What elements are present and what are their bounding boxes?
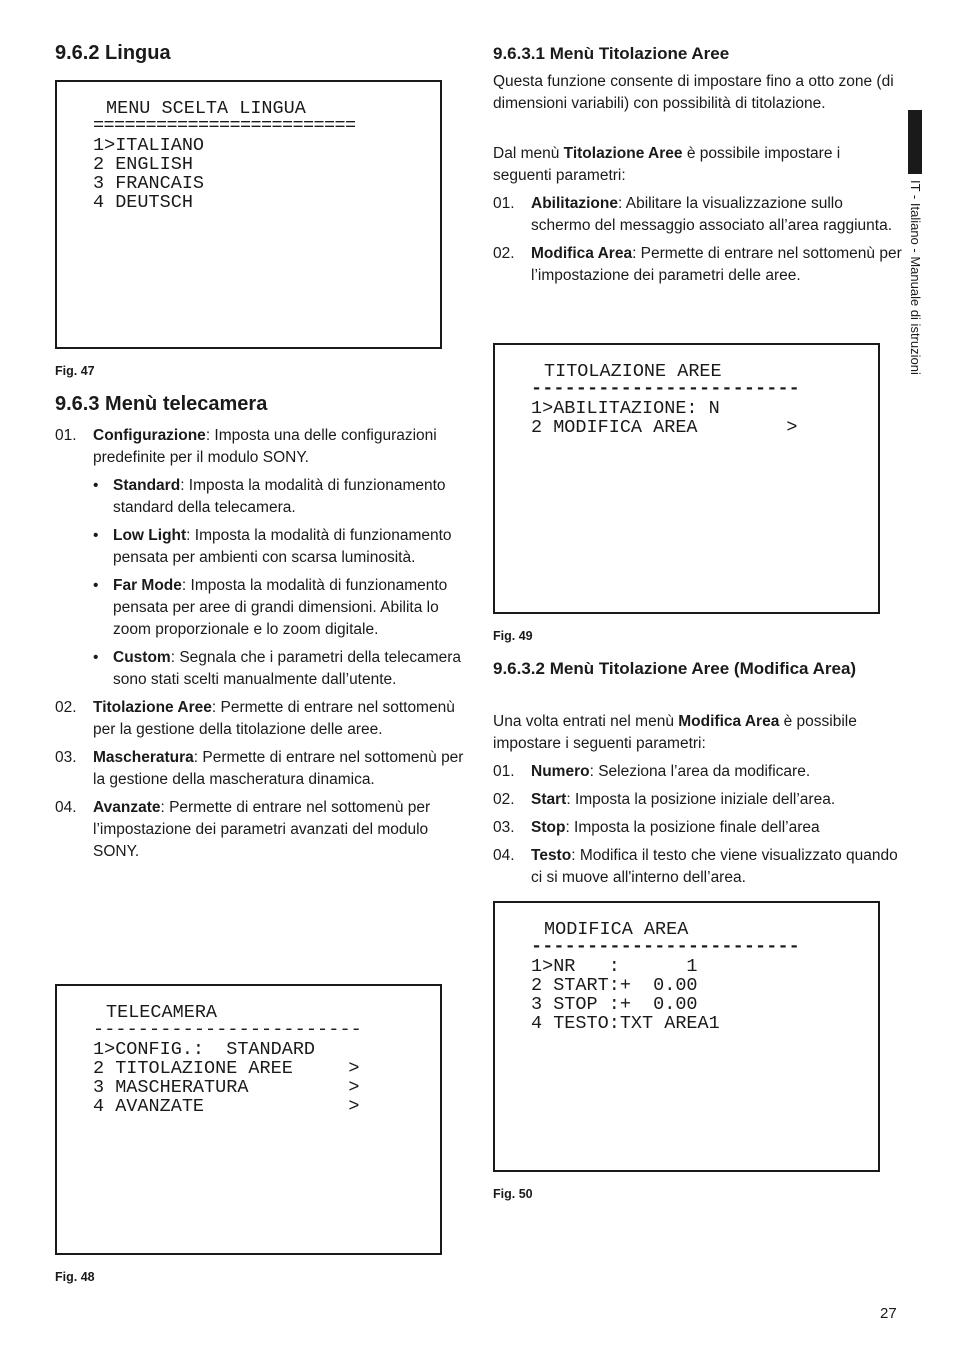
list-item: • Standard: Imposta la modalità di funzionamento standard della telecamera. [93, 475, 467, 519]
osd-title: MENU SCELTA LINGUA [106, 98, 306, 119]
osd-title: TELECAMERA [106, 1002, 218, 1023]
list-item: 02. Start: Imposta la posizione iniziale dell’area. [493, 791, 836, 808]
osd-divider: ------------------------ [93, 1019, 362, 1040]
osd-divider: ========================= [93, 115, 356, 136]
section-heading-telecamera: 9.6.3 Menù telecamera [55, 393, 268, 415]
osd-line: 1>NR : 1 [531, 956, 698, 977]
section-heading-modifica-area: 9.6.3.2 Menù Titolazione Aree (Modifica Area) [493, 659, 857, 678]
osd-line: 2 MODIFICA AREA > [531, 417, 798, 438]
osd-line: 4 DEUTSCH [93, 192, 193, 213]
config-options-list [93, 475, 467, 691]
side-tab-marker [908, 110, 922, 174]
list-item: 04. Testo: Modifica il testo che viene visualizzato quando ci si muove all'interno dell’area. [493, 847, 898, 886]
osd-line: 4 TESTO:TXT AREA1 [531, 1013, 720, 1034]
osd-menu-telecamera [55, 984, 442, 1255]
section-heading-titolazione: 9.6.3.1 Menù Titolazione Aree [493, 44, 730, 63]
modifica-area-intro: Una volta entrati nel menù Modifica Area è possibile impostare i seguenti parametri: [493, 713, 857, 752]
osd-line: 1>ABILITAZIONE: N [531, 398, 720, 419]
page-number: 27 [880, 1305, 897, 1322]
osd-title: MODIFICA AREA [544, 919, 689, 940]
osd-line: 1>ITALIANO [93, 135, 205, 156]
list-item: 03. Mascheratura: Permette di entrare nel sottomenù per la gestione della mascheratura dinamica. [55, 749, 464, 788]
side-language-label: IT - Italiano - Manuale di istruzioni [908, 180, 923, 375]
figure-caption-50: Fig. 50 [493, 1187, 533, 1201]
list-item: 02. Modifica Area: Permette di entrare nel sottomenù per l’impostazione dei parametri delle aree. [493, 245, 902, 284]
osd-menu-modifica-area [493, 901, 880, 1172]
list-item: 02. Titolazione Aree: Permette di entrare nel sottomenù per la gestione della titolazione delle aree. [55, 699, 455, 738]
figure-caption-48: Fig. 48 [55, 1270, 95, 1284]
section-heading-lingua: 9.6.2 Lingua [55, 42, 171, 64]
osd-menu-lingua [55, 80, 442, 349]
osd-line: 2 TITOLAZIONE AREE > [93, 1058, 360, 1079]
titolazione-dal-menu: Dal menù Titolazione Aree è possibile impostare i seguenti parametri: [493, 145, 841, 184]
list-item: 01. Numero: Seleziona l’area da modificare. [493, 763, 811, 780]
titolazione-intro: Questa funzione consente di impostare fino a otto zone (di dimensioni variabili) con possibilità di titolazione. [493, 73, 894, 112]
figure-caption-47: Fig. 47 [55, 364, 95, 378]
list-item: 01. Abilitazione: Abilitare la visualizzazione sullo schermo del messaggio associato all’area raggiunta. [493, 195, 893, 234]
list-item: 04. Avanzate: Permette di entrare nel sottomenù per l’impostazione dei parametri avanzati del modulo SONY. [55, 799, 431, 860]
telecamera-params-list [55, 425, 467, 869]
modifica-area-params-list [493, 761, 903, 895]
list-item: 01. Configurazione: Imposta una delle configurazioni predefinite per il modulo SONY. • Standard: Imposta la modalità di funzionamento standard della telecamera. • Low Light: Imposta la modalità di funzionamento pensata per ambienti con scarsa luminosità. • Far Mode: Imposta la modalità di funzionamento pensata per aree di grandi dimensioni. Abilita lo zoom proporzionale e lo zoom digitale. • Custom: Segnala che i parametri della telecamera sono stati scelti manualmente dall’utente. [55, 425, 467, 691]
osd-line: 4 AVANZATE > [93, 1096, 360, 1117]
list-item: • Custom: Segnala che i parametri della telecamera sono stati scelti manualmente dall’utente. [93, 647, 467, 691]
osd-line: 2 START:+ 0.00 [531, 975, 698, 996]
list-item: 03. Stop: Imposta la posizione finale dell’area [493, 819, 820, 836]
figure-caption-49: Fig. 49 [493, 629, 533, 643]
osd-divider: ------------------------ [531, 936, 800, 957]
osd-line: 3 FRANCAIS [93, 173, 205, 194]
osd-line: 1>CONFIG.: STANDARD [93, 1039, 316, 1060]
list-item: • Low Light: Imposta la modalità di funzionamento pensata per ambienti con scarsa luminosità. [93, 525, 467, 569]
list-item: • Far Mode: Imposta la modalità di funzionamento pensata per aree di grandi dimensioni. Abilita lo zoom proporzionale e lo zoom digitale. [93, 575, 467, 641]
osd-divider: ------------------------ [531, 378, 800, 399]
osd-title: TITOLAZIONE AREE [544, 361, 722, 382]
titolazione-params-list [493, 193, 903, 293]
osd-menu-titolazione [493, 343, 880, 614]
osd-line: 3 STOP :+ 0.00 [531, 994, 698, 1015]
osd-line: 3 MASCHERATURA > [93, 1077, 360, 1098]
osd-line: 2 ENGLISH [93, 154, 193, 175]
